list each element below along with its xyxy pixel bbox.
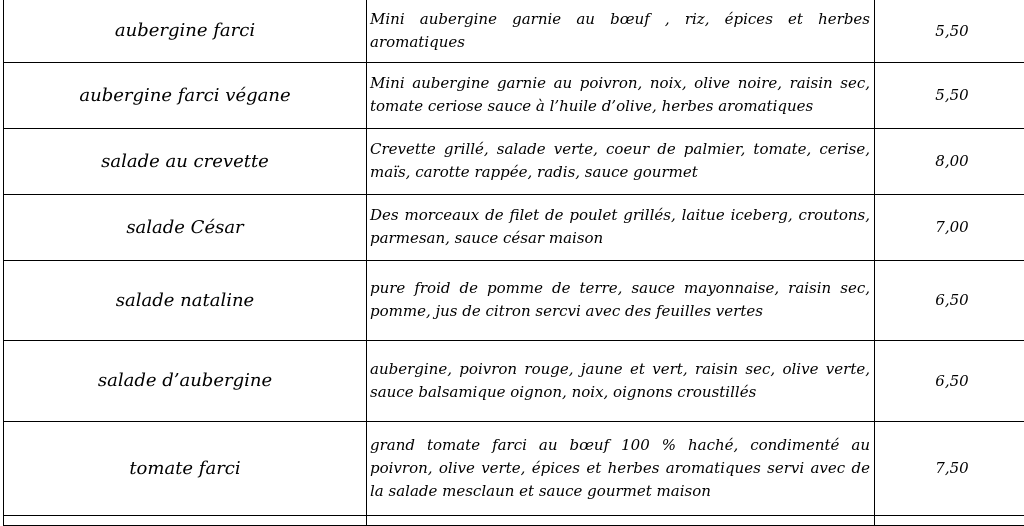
dish-name: salade d’aubergine — [4, 340, 367, 421]
table-row — [4, 260, 1024, 340]
dish-price: 5,50 — [875, 0, 1024, 62]
dish-description: pure froid de pomme de terre, sauce mayonnaise, raisin sec, pomme, jus de citron sercvi avec des feuilles vertes — [367, 260, 875, 340]
table-row — [4, 128, 1024, 194]
dish-description: Mini aubergine garnie au bœuf , riz, épices et herbes aromatiques — [367, 0, 875, 62]
dish-description: Des morceaux de filet de poulet grillés, laitue iceberg, croutons, parmesan, sauce césar maison — [367, 194, 875, 260]
table-row — [4, 194, 1024, 260]
dish-description: Crevette grillé, salade verte, coeur de palmier, tomate, cerise, maïs, carotte rappée, radis, sauce gourmet — [367, 128, 875, 194]
menu-table — [3, 0, 1024, 526]
table-row — [4, 340, 1024, 421]
empty-cell — [4, 515, 367, 525]
dish-description: aubergine, poivron rouge, jaune et vert, raisin sec, olive verte, sauce balsamique oignon, noix, oignons croustillés — [367, 340, 875, 421]
dish-price: 6,50 — [875, 340, 1024, 421]
empty-cell — [875, 515, 1024, 525]
dish-name: salade nataline — [4, 260, 367, 340]
dish-price: 7,00 — [875, 194, 1024, 260]
table-row — [4, 0, 1024, 62]
dish-price: 6,50 — [875, 260, 1024, 340]
table-row-partial — [4, 515, 1024, 525]
dish-name: salade au crevette — [4, 128, 367, 194]
dish-price: 8,00 — [875, 128, 1024, 194]
empty-cell — [367, 515, 875, 525]
table-row — [4, 62, 1024, 128]
dish-price: 5,50 — [875, 62, 1024, 128]
dish-name: tomate farci — [4, 421, 367, 515]
dish-name: aubergine farci végane — [4, 62, 367, 128]
dish-name: salade César — [4, 194, 367, 260]
dish-description: grand tomate farci au bœuf 100 % haché, condimenté au poivron, olive verte, épices et herbes aromatiques servi avec de la salade mesclaun et sauce gourmet maison — [367, 421, 875, 515]
dish-name: aubergine farci — [4, 0, 367, 62]
dish-price: 7,50 — [875, 421, 1024, 515]
dish-description: Mini aubergine garnie au poivron, noix, olive noire, raisin sec, tomate ceriose sauce à l’huile d’olive, herbes aromatiques — [367, 62, 875, 128]
table-row — [4, 421, 1024, 515]
